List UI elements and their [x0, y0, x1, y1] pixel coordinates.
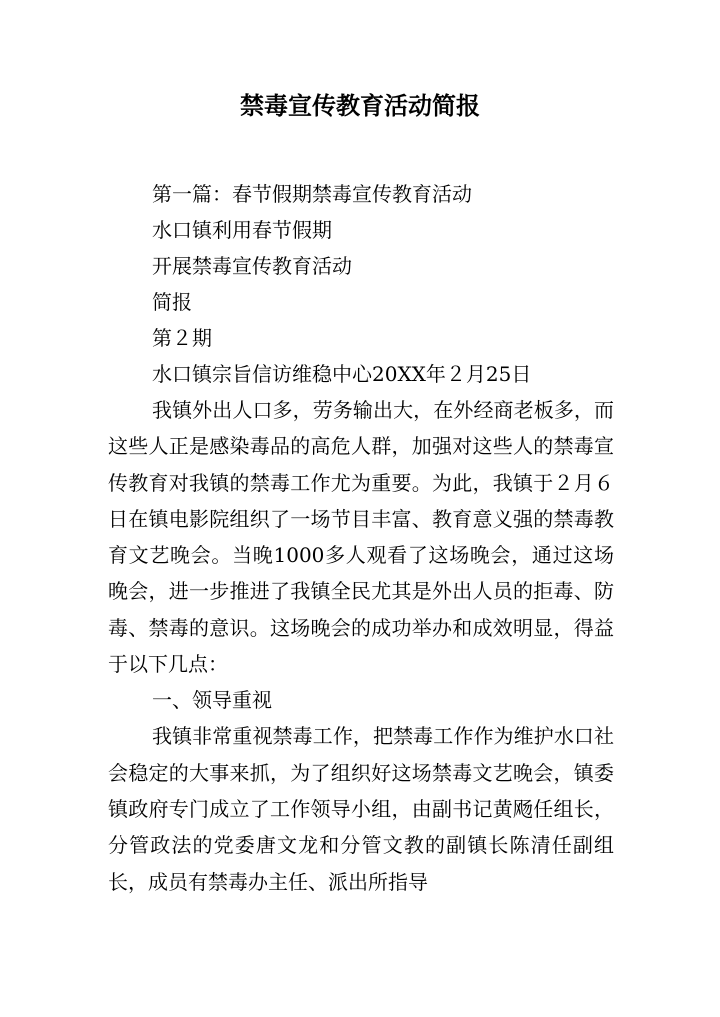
paragraph-intro: 我镇外出人口多，劳务输出大，在外经商老板多，而这些人正是感染毒品的高危人群，加强对这些人的禁毒宣传教育对我镇的禁毒工作尤为重要。为此，我镇于２月６日在镇电影院组织了一场节目丰富、教育意义强的禁毒教育文艺晚会。当晚1000多人观看了这场晚会，通过这场晚会，进一步推进了我镇全民尤其是外出人员的拒毒、防毒、禁毒的意识。这场晚会的成功举办和成效明显，得益于以下几点：	[108, 398, 614, 677]
issue-number: 第２期	[152, 326, 212, 350]
document-title: 禁毒宣传教育活动简报	[240, 92, 480, 120]
header-line-town: 水口镇利用春节假期	[152, 218, 332, 242]
header-line-bulletin: 简报	[152, 290, 192, 314]
issuer-and-date: 水口镇宗旨信访维稳中心20XX年２月25日	[152, 362, 532, 386]
section-heading-leadership: 一、领导重视	[152, 688, 272, 713]
paragraph-leadership: 我镇非常重视禁毒工作，把禁毒工作作为维护水口社会稳定的大事来抓，为了组织好这场禁毒文艺晚会，镇委镇政府专门成立了工作领导小组，由副书记黄飏任组长，分管政法的党委唐文龙和分管文教的副镇长陈清任副组长，成员有禁毒办主任、派出所指导	[108, 724, 614, 894]
article-heading: 第一篇：春节假期禁毒宣传教育活动	[152, 182, 472, 206]
header-line-activity: 开展禁毒宣传教育活动	[152, 254, 352, 278]
document-body	[108, 176, 614, 900]
